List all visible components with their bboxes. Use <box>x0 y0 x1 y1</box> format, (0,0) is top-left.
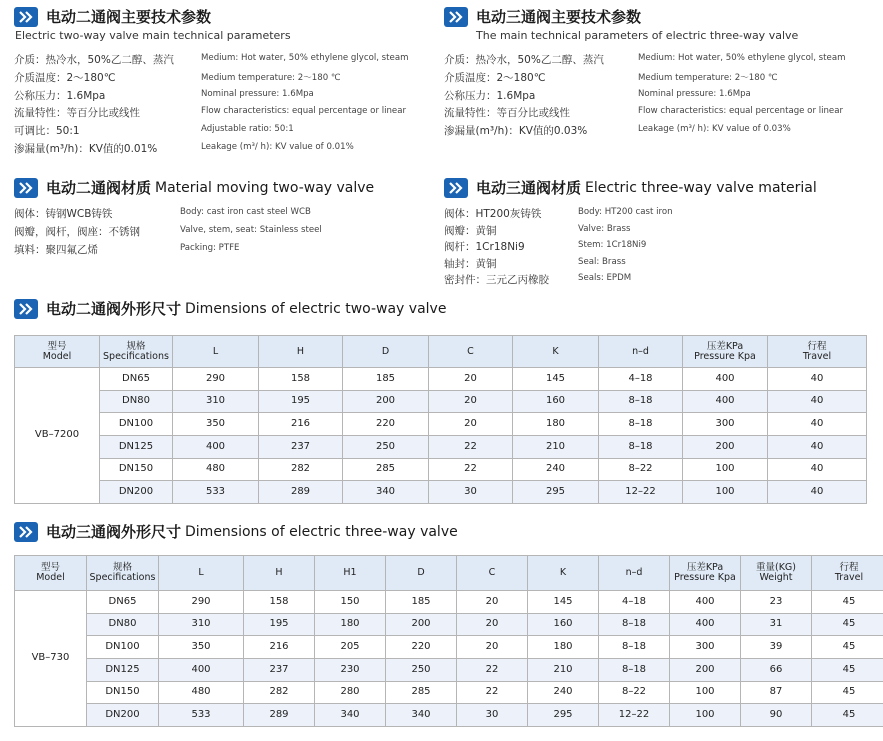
spec-row <box>444 223 874 240</box>
three-way-material-title-en: Electric three-way valve material <box>585 179 817 196</box>
header-l: L <box>173 336 259 368</box>
spec-row <box>444 70 874 88</box>
header-d: D <box>343 336 429 368</box>
header-pressure: 压差KPa Pressure Kpa <box>670 556 741 591</box>
table-cell: 8–18 <box>599 413 683 436</box>
table-cell: 200 <box>343 390 429 413</box>
table-cell: 300 <box>670 636 741 659</box>
two-way-material-title: 电动二通阀材质 <box>46 179 152 197</box>
table-cell: DN100 <box>87 636 159 659</box>
table-cell: 185 <box>386 591 457 614</box>
spec-en: Nominal pressure: 1.6Mpa <box>638 88 751 99</box>
table-cell: 220 <box>386 636 457 659</box>
header-nd: n–d <box>599 336 683 368</box>
table-row <box>15 481 867 504</box>
table-row <box>15 704 883 727</box>
table-cell: 185 <box>343 368 429 391</box>
table-row <box>15 436 867 459</box>
table-cell: 22 <box>457 681 528 704</box>
table-cell: 290 <box>173 368 259 391</box>
header-h1: H1 <box>315 556 386 591</box>
table-cell: 30 <box>457 704 528 727</box>
header-pressure: 压差KPa Pressure Kpa <box>683 336 768 368</box>
table-cell: 200 <box>386 613 457 636</box>
header-spec: 规格 Specifications <box>100 336 173 368</box>
spec-en: Flow characteristics: equal percentage or linear <box>638 106 844 117</box>
header-travel: 行程 Travel <box>768 336 867 368</box>
two-way-params-title: 电动二通阀主要技术参数 <box>46 8 212 26</box>
three-way-params-list <box>444 52 874 141</box>
spec-row <box>444 123 874 141</box>
table-cell: 20 <box>457 636 528 659</box>
table-cell: 8–18 <box>599 636 670 659</box>
table-cell: 400 <box>159 659 244 682</box>
table-row <box>15 636 883 659</box>
two-way-material-title-en: Material moving two-way valve <box>155 179 375 196</box>
two-way-params-heading <box>14 6 211 27</box>
table-cell: 205 <box>315 636 386 659</box>
table-cell: 285 <box>386 681 457 704</box>
spec-en: Body: cast iron cast steel WCB <box>180 207 311 217</box>
table-cell: 4–18 <box>599 591 670 614</box>
spec-en: Valve, stem, seat: Stainless steel <box>180 224 322 235</box>
table-cell: 289 <box>244 704 315 727</box>
table-cell: 210 <box>528 659 599 682</box>
table-cell: DN65 <box>100 368 173 391</box>
spec-en: Seal: Brass <box>578 256 626 267</box>
table-cell: 216 <box>244 636 315 659</box>
spec-row <box>444 52 874 70</box>
spec-en: Medium: Hot water, 50% ethylene glycol, steam <box>201 53 409 63</box>
table-cell: 8–18 <box>599 659 670 682</box>
spec-en: Leakage (m³/ h): KV value of 0.03% <box>638 124 791 135</box>
table-cell: 20 <box>457 613 528 636</box>
spec-row <box>14 123 434 141</box>
spec-cn: 可调比：50:1 <box>14 125 80 138</box>
double-chevron-right-icon <box>444 178 468 198</box>
spec-en: Nominal pressure: 1.6Mpa <box>201 88 314 99</box>
table-cell: 350 <box>173 413 259 436</box>
header-d: D <box>386 556 457 591</box>
table-cell: DN200 <box>87 704 159 727</box>
spec-row <box>14 105 434 123</box>
table-cell: 20 <box>429 368 513 391</box>
table-cell: 45 <box>812 681 883 704</box>
spec-row <box>14 206 434 224</box>
table-cell: 20 <box>429 390 513 413</box>
table-cell: 22 <box>457 659 528 682</box>
table-row <box>15 613 883 636</box>
spec-cn: 公称压力：1.6Mpa <box>444 89 536 102</box>
spec-en: Adjustable ratio: 50:1 <box>201 124 294 135</box>
table-cell: 285 <box>343 458 429 481</box>
table-cell: 180 <box>315 613 386 636</box>
spec-cn: 流量特性：等百分比或线性 <box>14 107 140 120</box>
spec-cn: 流量特性：等百分比或线性 <box>444 107 570 120</box>
two-way-dimensions-title-en: Dimensions of electric two-way valve <box>185 300 447 317</box>
table-cell: 300 <box>683 413 768 436</box>
table-cell: 289 <box>259 481 343 504</box>
header-k: K <box>528 556 599 591</box>
two-way-dimensions-table <box>14 335 867 504</box>
spec-en: Stem: 1Cr18Ni9 <box>578 240 647 250</box>
double-chevron-right-icon <box>14 178 38 198</box>
table-cell: DN125 <box>87 659 159 682</box>
double-chevron-right-icon <box>14 7 38 27</box>
table-cell: 237 <box>244 659 315 682</box>
spec-en: Valve: Brass <box>578 223 631 234</box>
spec-row <box>444 88 874 106</box>
table-cell: 400 <box>670 613 741 636</box>
table-cell: 39 <box>741 636 812 659</box>
table-cell: 40 <box>768 436 867 459</box>
model-cell: VB–7200 <box>15 368 100 504</box>
table-row <box>15 390 867 413</box>
table-cell: 40 <box>768 481 867 504</box>
header-l: L <box>159 556 244 591</box>
table-cell: 240 <box>513 458 599 481</box>
table-cell: 100 <box>683 458 768 481</box>
table-cell: DN100 <box>100 413 173 436</box>
table-cell: 290 <box>159 591 244 614</box>
table-cell: 310 <box>173 390 259 413</box>
table-cell: 12–22 <box>599 704 670 727</box>
table-cell: 282 <box>244 681 315 704</box>
table-cell: 195 <box>259 390 343 413</box>
table-cell: 22 <box>429 458 513 481</box>
table-row <box>15 368 867 391</box>
table-cell: 45 <box>812 704 883 727</box>
header-nd: n–d <box>599 556 670 591</box>
table-cell: 160 <box>513 390 599 413</box>
table-cell: 45 <box>812 591 883 614</box>
table-cell: DN150 <box>100 458 173 481</box>
three-way-params-title: 电动三通阀主要技术参数 <box>476 8 642 26</box>
table-cell: DN80 <box>87 613 159 636</box>
table-row <box>15 591 883 614</box>
table-cell: 310 <box>159 613 244 636</box>
spec-cn: 渗漏量(m³/h)：KV值的0.01% <box>14 142 158 155</box>
spec-row <box>14 70 434 88</box>
table-cell: DN80 <box>100 390 173 413</box>
two-way-params-list <box>14 52 434 159</box>
table-cell: 220 <box>343 413 429 436</box>
table-cell: 216 <box>259 413 343 436</box>
model-cell: VB–730 <box>15 591 87 727</box>
spec-row <box>14 141 434 159</box>
spec-en: Leakage (m³/ h): KV value of 0.01% <box>201 141 354 152</box>
spec-row <box>14 88 434 106</box>
table-cell: 145 <box>528 591 599 614</box>
two-way-dimensions-heading <box>14 298 446 319</box>
table-cell: 8–22 <box>599 458 683 481</box>
spec-cn: 公称压力：1.6Mpa <box>14 89 106 102</box>
spec-row <box>444 105 874 123</box>
table-cell: 20 <box>457 591 528 614</box>
spec-en: Medium temperature: 2～180 ℃ <box>201 72 341 83</box>
table-cell: 30 <box>429 481 513 504</box>
spec-cn: 阀杆：1Cr18Ni9 <box>444 241 525 253</box>
table-cell: 22 <box>429 436 513 459</box>
table-row <box>15 458 867 481</box>
table-cell: 533 <box>173 481 259 504</box>
table-cell: 295 <box>528 704 599 727</box>
spec-en: Medium: Hot water, 50% ethylene glycol, steam <box>638 53 846 63</box>
table-cell: 282 <box>259 458 343 481</box>
three-way-dimensions-title-en: Dimensions of electric three-way valve <box>185 523 458 540</box>
table-cell: 87 <box>741 681 812 704</box>
table-cell: 158 <box>259 368 343 391</box>
spec-cn: 阀瓣，阀杆，阀座：不锈钢 <box>14 225 140 238</box>
table-cell: 280 <box>315 681 386 704</box>
spec-cn: 介质：热冷水，50%乙二醇、蒸汽 <box>444 54 604 66</box>
spec-row <box>444 272 874 289</box>
spec-cn: 介质温度：2～180℃ <box>444 71 546 84</box>
table-cell: 66 <box>741 659 812 682</box>
two-way-dimensions-title: 电动二通阀外形尺寸 <box>46 300 182 318</box>
table-header-row <box>15 556 883 591</box>
table-cell: 200 <box>683 436 768 459</box>
table-cell: 400 <box>173 436 259 459</box>
spec-cn: 渗漏量(m³/h)：KV值的0.03% <box>444 125 588 138</box>
spec-cn: 阀体：铸钢WCB铸铁 <box>14 208 113 220</box>
table-cell: 145 <box>513 368 599 391</box>
table-cell: 160 <box>528 613 599 636</box>
table-cell: 230 <box>315 659 386 682</box>
table-cell: 100 <box>670 704 741 727</box>
table-cell: 8–18 <box>599 436 683 459</box>
table-cell: 90 <box>741 704 812 727</box>
header-spec: 规格 Specifications <box>87 556 159 591</box>
table-row <box>15 659 883 682</box>
table-cell: DN65 <box>87 591 159 614</box>
two-way-material-heading <box>14 177 374 198</box>
table-cell: 8–18 <box>599 613 670 636</box>
spec-en: Medium temperature: 2～180 ℃ <box>638 72 778 83</box>
spec-row <box>14 52 434 70</box>
spec-cn: 填料：聚四氟乙烯 <box>14 243 98 256</box>
table-cell: 40 <box>768 413 867 436</box>
three-way-material-title: 电动三通阀材质 <box>476 179 582 197</box>
table-cell: 180 <box>528 636 599 659</box>
table-cell: 100 <box>670 681 741 704</box>
table-cell: 23 <box>741 591 812 614</box>
header-model: 型号 Model <box>15 556 87 591</box>
header-k: K <box>513 336 599 368</box>
spec-cn: 阀瓣：黄铜 <box>444 224 497 237</box>
table-cell: 240 <box>528 681 599 704</box>
table-cell: 45 <box>812 636 883 659</box>
table-cell: 180 <box>513 413 599 436</box>
header-h: H <box>259 336 343 368</box>
header-c: C <box>457 556 528 591</box>
table-cell: 40 <box>768 390 867 413</box>
table-cell: 295 <box>513 481 599 504</box>
table-cell: 340 <box>315 704 386 727</box>
double-chevron-right-icon <box>14 299 38 319</box>
spec-cn: 轴封：黄铜 <box>444 257 497 270</box>
spec-row <box>444 239 874 256</box>
table-cell: DN200 <box>100 481 173 504</box>
three-way-params-heading <box>444 6 641 27</box>
spec-en: Flow characteristics: equal percentage or linear <box>201 106 407 117</box>
header-model: 型号 Model <box>15 336 100 368</box>
table-cell: 350 <box>159 636 244 659</box>
table-cell: 40 <box>768 368 867 391</box>
table-cell: 100 <box>683 481 768 504</box>
double-chevron-right-icon <box>444 7 468 27</box>
table-cell: 40 <box>768 458 867 481</box>
two-way-params-subtitle: Electric two-way valve main technical parameters <box>15 29 291 42</box>
spec-cn: 介质温度：2～180℃ <box>14 71 116 84</box>
spec-row <box>14 224 434 242</box>
table-cell: 45 <box>812 613 883 636</box>
table-row <box>15 413 867 436</box>
three-way-dimensions-title: 电动三通阀外形尺寸 <box>46 523 182 541</box>
spec-row <box>444 206 874 223</box>
table-cell: 400 <box>670 591 741 614</box>
table-cell: 200 <box>670 659 741 682</box>
table-cell: 400 <box>683 368 768 391</box>
table-header-row <box>15 336 867 368</box>
three-way-material-heading <box>444 177 817 198</box>
spec-en: Body: HT200 cast iron <box>578 207 673 217</box>
table-cell: 480 <box>173 458 259 481</box>
table-cell: 8–22 <box>599 681 670 704</box>
table-cell: 250 <box>386 659 457 682</box>
spec-row <box>14 242 434 260</box>
header-travel: 行程 Travel <box>812 556 883 591</box>
table-cell: 400 <box>683 390 768 413</box>
spec-row <box>444 256 874 273</box>
table-cell: DN125 <box>100 436 173 459</box>
two-way-material-list <box>14 206 434 259</box>
table-cell: 340 <box>386 704 457 727</box>
spec-en: Packing: PTFE <box>180 242 240 253</box>
table-cell: 45 <box>812 659 883 682</box>
table-cell: 4–18 <box>599 368 683 391</box>
table-cell: 8–18 <box>599 390 683 413</box>
double-chevron-right-icon <box>14 522 38 542</box>
header-weight: 重量(KG) Weight <box>741 556 812 591</box>
table-cell: DN150 <box>87 681 159 704</box>
spec-cn: 介质：热冷水，50%乙二醇、蒸汽 <box>14 54 174 66</box>
three-way-dimensions-table <box>14 555 883 727</box>
table-cell: 480 <box>159 681 244 704</box>
table-cell: 31 <box>741 613 812 636</box>
table-cell: 20 <box>429 413 513 436</box>
table-cell: 533 <box>159 704 244 727</box>
table-cell: 210 <box>513 436 599 459</box>
table-row <box>15 681 883 704</box>
header-h: H <box>244 556 315 591</box>
spec-en: Seals: EPDM <box>578 273 632 283</box>
three-way-dimensions-heading <box>14 521 458 542</box>
header-c: C <box>429 336 513 368</box>
table-cell: 340 <box>343 481 429 504</box>
spec-cn: 阀体：HT200灰铸铁 <box>444 208 542 220</box>
table-cell: 237 <box>259 436 343 459</box>
table-cell: 158 <box>244 591 315 614</box>
table-cell: 195 <box>244 613 315 636</box>
spec-cn: 密封件：三元乙丙橡胶 <box>444 274 549 286</box>
table-cell: 250 <box>343 436 429 459</box>
three-way-material-list <box>444 206 874 289</box>
three-way-params-subtitle: The main technical parameters of electric three-way valve <box>476 29 799 42</box>
table-cell: 150 <box>315 591 386 614</box>
table-cell: 12–22 <box>599 481 683 504</box>
